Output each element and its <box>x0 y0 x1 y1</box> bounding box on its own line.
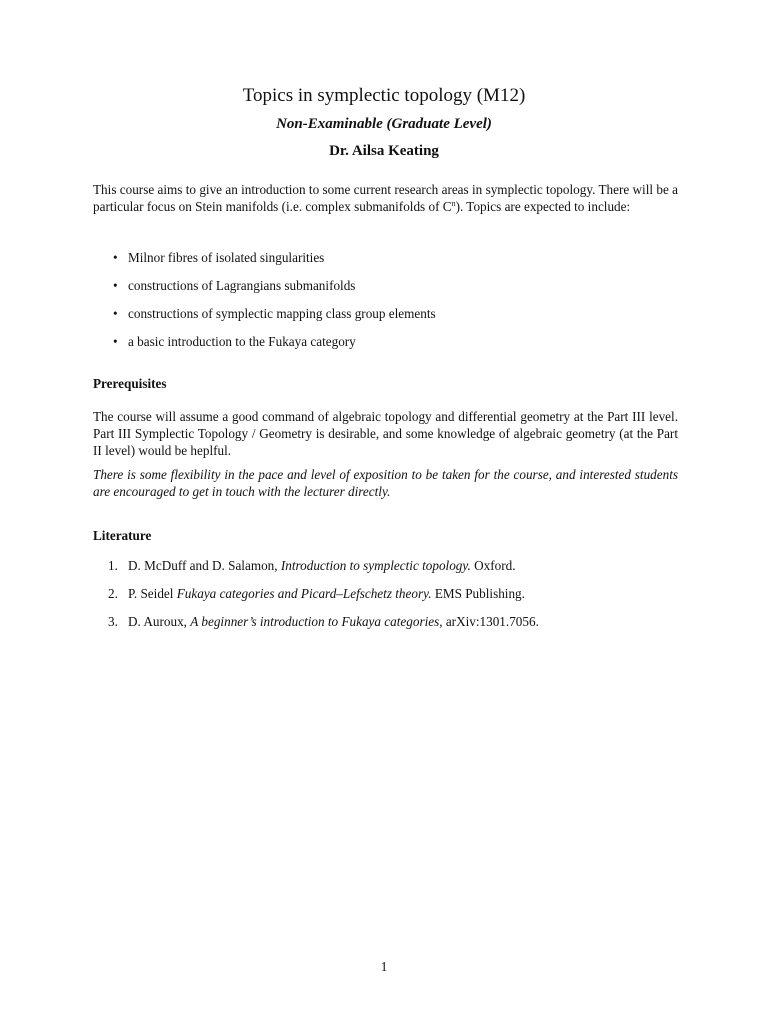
list-item <box>93 305 678 333</box>
reference-number: 2. <box>108 586 118 601</box>
bullet-icon: • <box>113 306 118 321</box>
intro-text-start: This course aims to give an introduction to some current research areas in symplectic topology. There will be a particular focus on Stein manifolds (i.e. complex submanifolds of C <box>93 182 678 214</box>
literature-list <box>93 557 678 641</box>
topic-text: a basic introduction to the Fukaya category <box>128 334 356 349</box>
prerequisites-paragraph: The course will assume a good command of algebraic topology and differential geometry at the Part III level. Part III Symplectic Topology / Geometry is desirable, and some knowledge of algebraic geometry (at the Part II level) would be heplful. <box>93 409 678 458</box>
topic-text: constructions of Lagrangians submanifolds <box>128 278 356 293</box>
document-title: Topics in symplectic topology (M12) <box>242 85 526 106</box>
literature-heading: Literature <box>93 528 152 543</box>
document-author: Dr. Ailsa Keating <box>329 143 439 159</box>
topic-text: Milnor fibres of isolated singularities <box>128 250 325 265</box>
bullet-icon: • <box>113 278 118 293</box>
reference-number: 1. <box>108 558 118 573</box>
reference-publisher: EMS Publishing. <box>431 586 525 601</box>
page-number: 1 <box>380 959 388 974</box>
reference-publisher: Oxford. <box>470 558 516 573</box>
list-item <box>93 333 678 361</box>
reference-title: Introduction to symplectic topology. <box>280 558 471 573</box>
prerequisites-heading: Prerequisites <box>93 376 167 391</box>
topic-text: constructions of symplectic mapping class group elements <box>128 306 436 321</box>
reference-title: Fukaya categories and Picard–Lefschetz theory. <box>176 586 432 601</box>
topics-list <box>93 249 678 361</box>
bullet-icon: • <box>113 250 118 265</box>
list-item <box>93 277 678 305</box>
list-item <box>93 557 678 585</box>
reference-authors: D. Auroux, <box>128 614 191 629</box>
reference-authors: D. McDuff and D. Salamon, <box>128 558 281 573</box>
list-item <box>93 585 678 613</box>
reference-publisher: , arXiv:1301.7056. <box>439 614 539 629</box>
intro-paragraph <box>93 181 678 215</box>
intro-text-end: ). Topics are expected to include: <box>455 199 631 214</box>
reference-title: A beginner’s introduction to Fukaya categories <box>190 614 440 629</box>
intro-superscript: n <box>451 199 456 208</box>
reference-number: 3. <box>108 614 118 629</box>
list-item <box>93 249 678 277</box>
bullet-icon: • <box>113 334 118 349</box>
reference-authors: P. Seidel <box>128 586 177 601</box>
flexibility-note: There is some flexibility in the pace and level of exposition to be taken for the course, and interested students are encouraged to get in touch with the lecturer directly. <box>93 467 678 499</box>
list-item <box>93 613 678 641</box>
document-subtitle: Non-Examinable (Graduate Level) <box>276 116 492 132</box>
